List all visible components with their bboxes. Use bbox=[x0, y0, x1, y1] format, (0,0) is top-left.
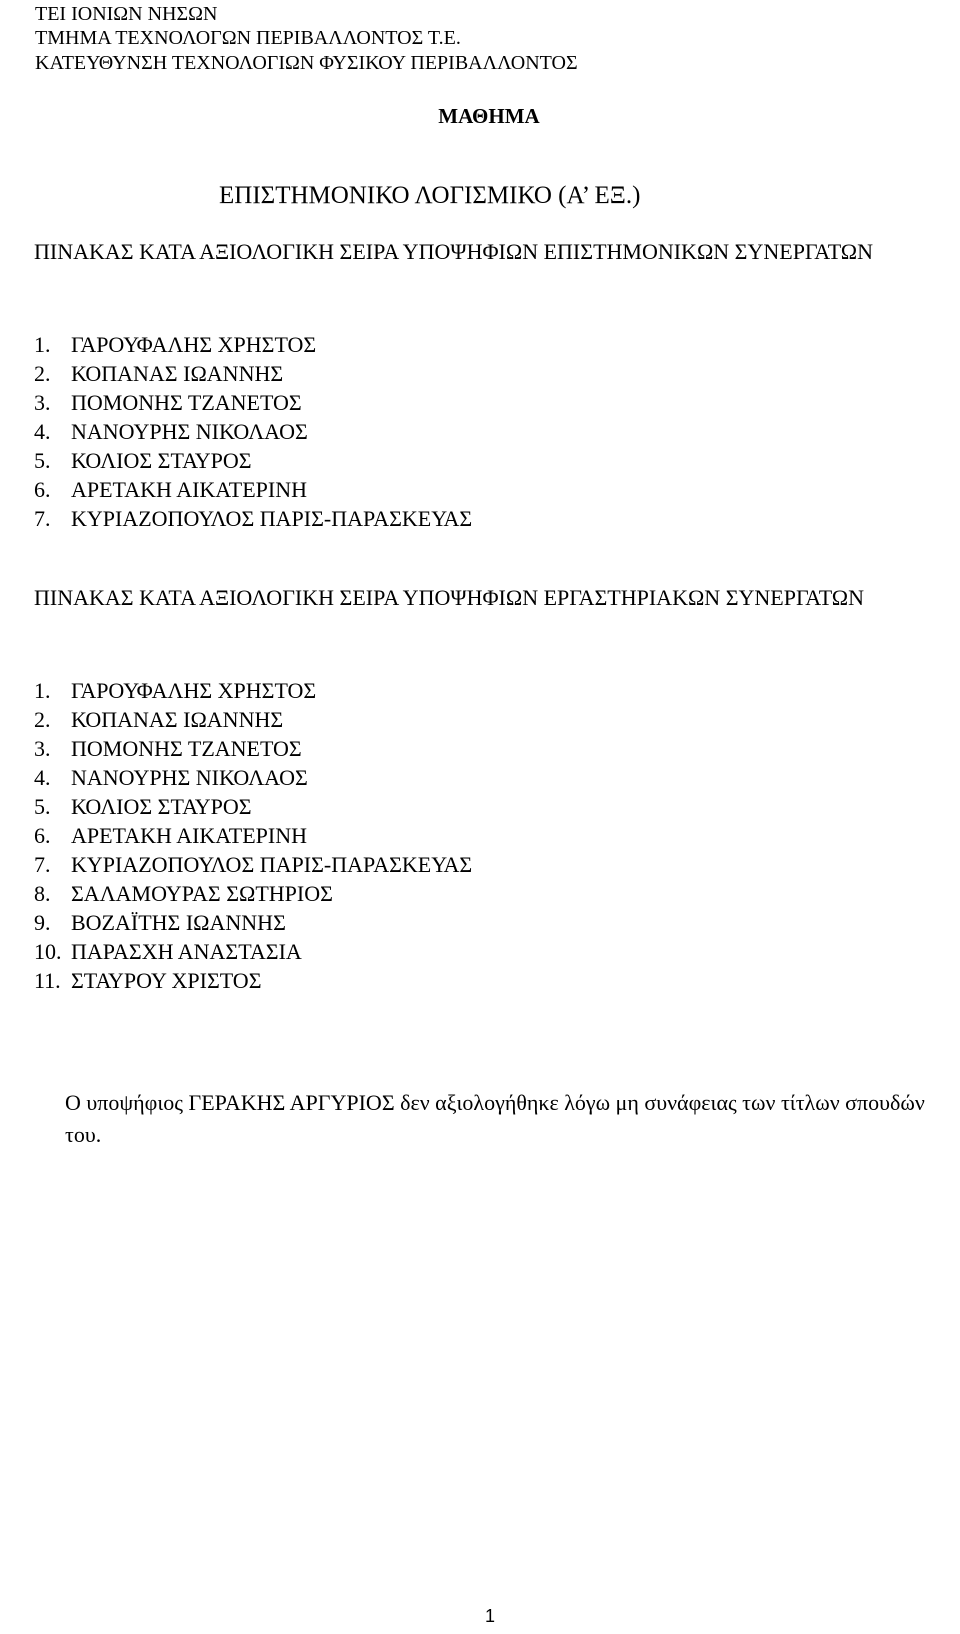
rank-number: 6. bbox=[34, 823, 51, 848]
list-item bbox=[34, 821, 472, 850]
rank-number: 9. bbox=[34, 910, 51, 935]
laboratory-ranking-title: ΠΙΝΑΚΑΣ ΚΑΤΑ ΑΞΙΟΛΟΓΙΚΗ ΣΕΙΡΑ ΥΠΟΨΗΦΙΩΝ ΕΡΓΑΣΤΗΡΙΑΚΩΝ ΣΥΝΕΡΓΑΤΩΝ bbox=[34, 585, 865, 610]
rank-number: 4. bbox=[34, 419, 51, 444]
candidate-name: ΚΟΛΙΟΣ ΣΤΑΥΡΟΣ bbox=[71, 448, 252, 473]
rank-number: 3. bbox=[34, 390, 51, 415]
list-item bbox=[34, 388, 472, 417]
list-item bbox=[34, 792, 472, 821]
candidate-name: ΝΑΝΟΥΡΗΣ ΝΙΚΟΛΑΟΣ bbox=[71, 419, 308, 444]
page-number: 1 bbox=[484, 1606, 495, 1626]
rank-number: 8. bbox=[34, 881, 51, 906]
list-item bbox=[34, 937, 472, 966]
laboratory-ranking-list bbox=[34, 676, 472, 995]
rank-number: 7. bbox=[34, 506, 51, 531]
rank-number: 1. bbox=[34, 678, 51, 703]
rank-number: 2. bbox=[34, 707, 51, 732]
list-item bbox=[34, 504, 472, 533]
rank-number: 2. bbox=[34, 361, 51, 386]
rank-number: 3. bbox=[34, 736, 51, 761]
list-item bbox=[34, 676, 472, 705]
list-item bbox=[34, 966, 472, 995]
candidate-name: ΠΟΜΟΝΗΣ ΤΖΑΝΕΤΟΣ bbox=[71, 736, 302, 761]
list-item bbox=[34, 446, 472, 475]
specialization-name: ΚΑΤΕΥΘΥΝΣΗ ΤΕΧΝΟΛΟΓΙΩΝ ΦΥΣΙΚΟΥ ΠΕΡΙΒΑΛΛΟΝΤΟΣ bbox=[35, 52, 578, 74]
list-item bbox=[34, 879, 472, 908]
course-label: ΜΑΘΗΜΑ bbox=[438, 104, 540, 128]
candidate-name: ΚΥΡΙΑΖΟΠΟΥΛΟΣ ΠΑΡΙΣ-ΠΑΡΑΣΚΕΥΑΣ bbox=[71, 506, 473, 531]
rank-number: 4. bbox=[34, 765, 51, 790]
rank-number: 10. bbox=[34, 939, 62, 964]
course-title: ΕΠΙΣΤΗΜΟΝΙΚΟ ΛΟΓΙΣΜΙΚΟ (Α’ ΕΞ.) bbox=[219, 182, 641, 209]
department-name: ΤΜΗΜΑ ΤΕΧΝΟΛΟΓΩΝ ΠΕΡΙΒΑΛΛΟΝΤΟΣ Τ.Ε. bbox=[35, 27, 461, 49]
scientific-ranking-list bbox=[34, 330, 472, 533]
rank-number: 5. bbox=[34, 448, 51, 473]
rank-number: 1. bbox=[34, 332, 51, 357]
list-item bbox=[34, 359, 472, 388]
list-item bbox=[34, 734, 472, 763]
rank-number: 6. bbox=[34, 477, 51, 502]
candidate-name: ΠΟΜΟΝΗΣ ΤΖΑΝΕΤΟΣ bbox=[71, 390, 302, 415]
candidate-name: ΚΟΠΑΝΑΣ ΙΩΑΝΝΗΣ bbox=[71, 707, 284, 732]
rank-number: 11. bbox=[34, 968, 61, 993]
exclusion-note: Ο υποψήφιος ΓΕΡΑΚΗΣ ΑΡΓΥΡΙΟΣ δεν αξιολογήθηκε λόγω μη συνάφειας των τίτλων σπουδών του. bbox=[65, 1090, 925, 1147]
list-item bbox=[34, 850, 472, 879]
candidate-name: ΓΑΡΟΥΦΑΛΗΣ ΧΡΗΣΤΟΣ bbox=[71, 332, 317, 357]
candidate-name: ΣΤΑΥΡΟΥ ΧΡΙΣΤΟΣ bbox=[71, 968, 262, 993]
candidate-name: ΣΑΛΑΜΟΥΡΑΣ ΣΩΤΗΡΙΟΣ bbox=[71, 881, 333, 906]
list-item bbox=[34, 763, 472, 792]
list-item bbox=[34, 908, 472, 937]
candidate-name: ΑΡΕΤΑΚΗ ΑΙΚΑΤΕΡΙΝΗ bbox=[71, 477, 307, 502]
list-item bbox=[34, 705, 472, 734]
list-item bbox=[34, 330, 472, 359]
candidate-name: ΚΥΡΙΑΖΟΠΟΥΛΟΣ ΠΑΡΙΣ-ΠΑΡΑΣΚΕΥΑΣ bbox=[71, 852, 473, 877]
candidate-name: ΓΑΡΟΥΦΑΛΗΣ ΧΡΗΣΤΟΣ bbox=[71, 678, 317, 703]
institution-name: ΤΕΙ ΙΟΝΙΩΝ ΝΗΣΩΝ bbox=[35, 3, 218, 25]
candidate-name: ΠΑΡΑΣΧΗ ΑΝΑΣΤΑΣΙΑ bbox=[71, 939, 302, 964]
candidate-name: ΒΟΖΑΪΤΗΣ ΙΩΑΝΝΗΣ bbox=[71, 910, 286, 935]
candidate-name: ΑΡΕΤΑΚΗ ΑΙΚΑΤΕΡΙΝΗ bbox=[71, 823, 307, 848]
candidate-name: ΝΑΝΟΥΡΗΣ ΝΙΚΟΛΑΟΣ bbox=[71, 765, 308, 790]
list-item bbox=[34, 475, 472, 504]
list-item bbox=[34, 417, 472, 446]
rank-number: 7. bbox=[34, 852, 51, 877]
rank-number: 5. bbox=[34, 794, 51, 819]
scientific-ranking-title: ΠΙΝΑΚΑΣ ΚΑΤΑ ΑΞΙΟΛΟΓΙΚΗ ΣΕΙΡΑ ΥΠΟΨΗΦΙΩΝ ΕΠΙΣΤΗΜΟΝΙΚΩΝ ΣΥΝΕΡΓΑΤΩΝ bbox=[34, 239, 873, 264]
candidate-name: ΚΟΠΑΝΑΣ ΙΩΑΝΝΗΣ bbox=[71, 361, 284, 386]
candidate-name: ΚΟΛΙΟΣ ΣΤΑΥΡΟΣ bbox=[71, 794, 252, 819]
